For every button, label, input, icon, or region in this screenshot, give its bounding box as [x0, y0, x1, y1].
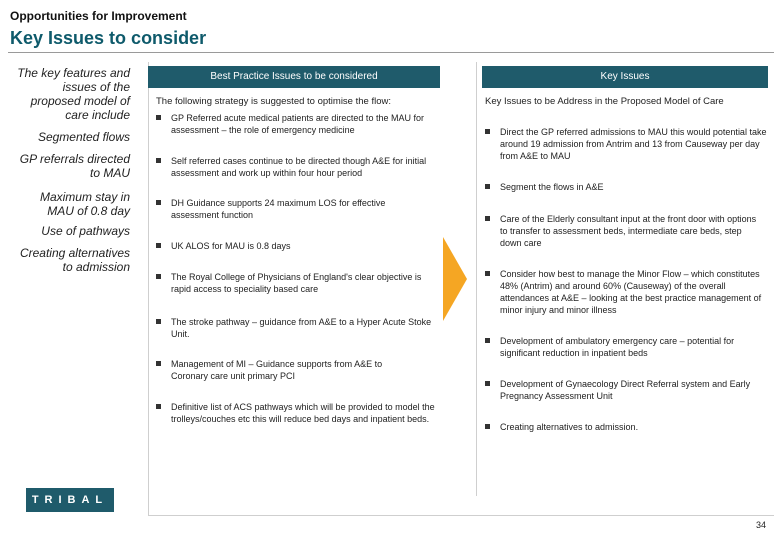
bullet-square-icon — [485, 271, 490, 276]
left-item-alternatives: Creating alternatives to admission — [19, 246, 130, 274]
bullet-square-icon — [156, 274, 161, 279]
best-practice-text: Self referred cases continue to be directed though A&E for initial assessment and work up within four hour period — [171, 156, 427, 178]
bullet-square-icon — [485, 216, 490, 221]
key-issue-text: Development of Gynaecology Direct Referral system and Early Pregnancy Assessment Unit — [500, 379, 751, 401]
title-divider — [8, 52, 774, 53]
page-number: 34 — [756, 520, 767, 530]
bullet-square-icon — [485, 184, 490, 189]
bullet-square-icon — [156, 361, 161, 366]
bullet-square-icon — [156, 200, 161, 205]
key-issue-text: Development of ambulatory emergency care – potential for significant reduction in inpatient beds — [500, 336, 735, 358]
column-divider-left — [148, 62, 149, 516]
bullet-square-icon — [156, 243, 161, 248]
page-title: Key Issues to consider — [10, 28, 207, 48]
bullet-square-icon — [485, 424, 490, 429]
column-divider-middle — [476, 62, 477, 496]
left-item-max-stay: Maximum stay in MAU of 0.8 day — [39, 190, 130, 218]
key-issue-text: Consider how best to manage the Minor Flow – which constitutes 48% (Antrim) and around 60% (Causeway) of the overall attendances at A&E – looking at the best practice management of minor injury and minor illness — [500, 269, 762, 315]
bullet-square-icon — [485, 381, 490, 386]
key-issue-text: Segment the flows in A&E — [500, 182, 604, 192]
left-item-intro: The key features and issues of the proposed model of care include — [17, 66, 130, 122]
key-issues-intro: Key Issues to be Address in the Proposed Model of Care — [485, 96, 724, 107]
footer-divider — [148, 515, 774, 516]
best-practice-text: Definitive list of ACS pathways which will be provided to model the trolleys/couches etc this will reduce bed days and inpatient beds. — [171, 402, 435, 424]
key-issue-text: Direct the GP referred admissions to MAU this would potential take around 19 admission from Antrim and 13 from Causeway per day from A&E to MAU — [500, 127, 767, 161]
best-practice-text: DH Guidance supports 24 maximum LOS for effective assessment function — [171, 198, 386, 220]
best-practice-text: UK ALOS for MAU is 0.8 days — [171, 241, 291, 251]
flow-arrow-icon — [443, 237, 467, 321]
key-issues-header: Key Issues — [482, 66, 768, 88]
best-practice-header: Best Practice Issues to be considered — [148, 66, 440, 88]
left-item-segmented-flows: Segmented flows — [37, 130, 130, 144]
bullet-square-icon — [156, 115, 161, 120]
best-practice-text: Management of MI – Guidance supports from A&E to Coronary care unit primary PCI — [171, 359, 383, 381]
best-practice-text: The stroke pathway – guidance from A&E to a Hyper Acute Stoke Unit. — [171, 317, 432, 339]
left-item-gp-referrals: GP referrals directed to MAU — [19, 152, 130, 180]
bullet-square-icon — [156, 158, 161, 163]
best-practice-text: GP Referred acute medical patients are directed to the MAU for assessment – the role of emergency medicine — [171, 113, 424, 135]
left-item-pathways: Use of pathways — [41, 224, 130, 238]
key-issue-text: Creating alternatives to admission. — [500, 422, 639, 432]
tribal-logo: TRIBAL — [26, 488, 114, 512]
bullet-square-icon — [485, 338, 490, 343]
section-label: Opportunities for Improvement — [10, 9, 187, 23]
bullet-square-icon — [156, 404, 161, 409]
best-practice-text: The Royal College of Physicians of England's clear objective is rapid access to speciality based care — [171, 272, 422, 294]
bullet-square-icon — [485, 129, 490, 134]
key-issue-text: Care of the Elderly consultant input at the front door with options to transfer to assessment beds, intermediate care beds, step down care — [500, 214, 757, 248]
best-practice-intro: The following strategy is suggested to optimise the flow: — [156, 96, 391, 107]
bullet-square-icon — [156, 319, 161, 324]
